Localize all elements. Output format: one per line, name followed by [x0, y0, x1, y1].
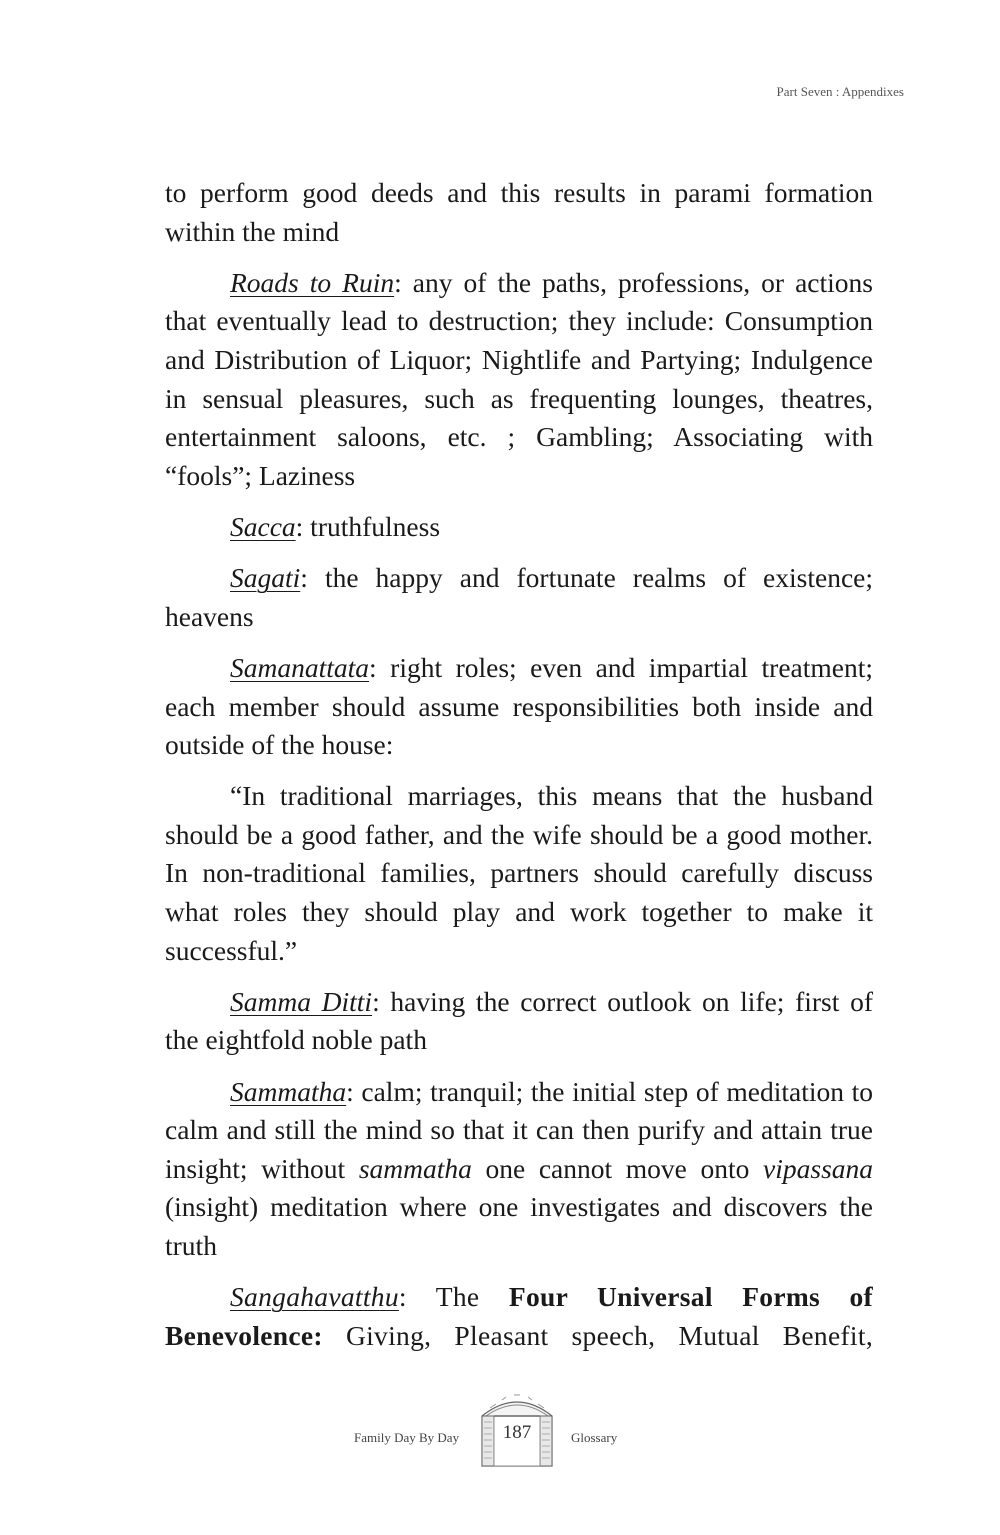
body-text: [165, 174, 873, 1368]
quoted-paragraph: “In traditional marriages, this means that the husband should be a good father, and the wife should be a good mother. In non-traditional families, partners should carefully discuss what roles they should play and work together to make it successful.”: [165, 780, 873, 966]
glossary-definition: : calm; tranquil; the initial step of meditation to calm and still the mind so that it can then purify and attain true insight; without: [165, 1075, 873, 1184]
glossary-entry-roads-to-ruin: [165, 264, 873, 496]
glossary-term: Sangahavatthu: [230, 1281, 399, 1313]
glossary-term: Samma Ditti: [230, 985, 373, 1017]
glossary-definition: : right roles; even and impartial treatment; each member should assume responsibilities both inside and outside of the house:: [165, 651, 873, 761]
glossary-entry-samanattata: [165, 649, 873, 765]
glossary-entry-sagati: [165, 559, 873, 636]
glossary-term: Sacca: [230, 510, 296, 542]
glossary-definition: (insight) meditation where one investigates and discovers the truth: [165, 1191, 873, 1261]
glossary-term: Roads to Ruin: [230, 266, 395, 298]
running-head: Part Seven : Appendixes: [776, 84, 904, 99]
page-footer: [0, 1386, 1000, 1476]
paragraph-continuation: to perform good deeds and this results in parami formation within the mind: [165, 177, 873, 247]
glossary-entry-sacca: [165, 508, 873, 547]
footer-section: Glossary: [571, 1430, 618, 1445]
glossary-definition: Giving, Pleasant speech, Mutual Benefit,: [322, 1319, 873, 1351]
glossary-term: Samanattata: [230, 651, 370, 683]
glossary-term: Sammatha: [230, 1075, 347, 1107]
glossary-term: Sagati: [230, 562, 301, 594]
glossary-entry-sammatha: [165, 1073, 873, 1266]
italic-word: vipassana: [763, 1152, 874, 1184]
glossary-definition: : The: [398, 1281, 509, 1313]
glossary-definition: : any of the paths, professions, or actions that eventually lead to destruction; they include: Consumption and Distribution of Liquor; Nightlife and Partying; Indulgence in sensual pleasures, such as frequenting lounges, theatres, entertainment saloons, etc. ; Gambling; Associating with “fools”; Laziness: [165, 266, 873, 491]
footer-book-title: Family Day By Day: [354, 1430, 460, 1445]
glossary-definition: : truthfulness: [295, 510, 441, 542]
glossary-definition: one cannot move onto: [471, 1152, 764, 1184]
glossary-definition: : the happy and fortunate realms of existence; heavens: [165, 562, 873, 632]
glossary-definition: : having the correct outlook on life; first of the eightfold noble path: [165, 985, 873, 1056]
italic-word: sammatha: [358, 1152, 472, 1184]
glossary-entry-samma-ditti: [165, 983, 873, 1060]
page-number: 187: [502, 1422, 532, 1443]
bold-phrase: Four Universal Forms of Benevolence:: [165, 1281, 873, 1351]
glossary-entry-sangahavatthu: [165, 1278, 873, 1355]
